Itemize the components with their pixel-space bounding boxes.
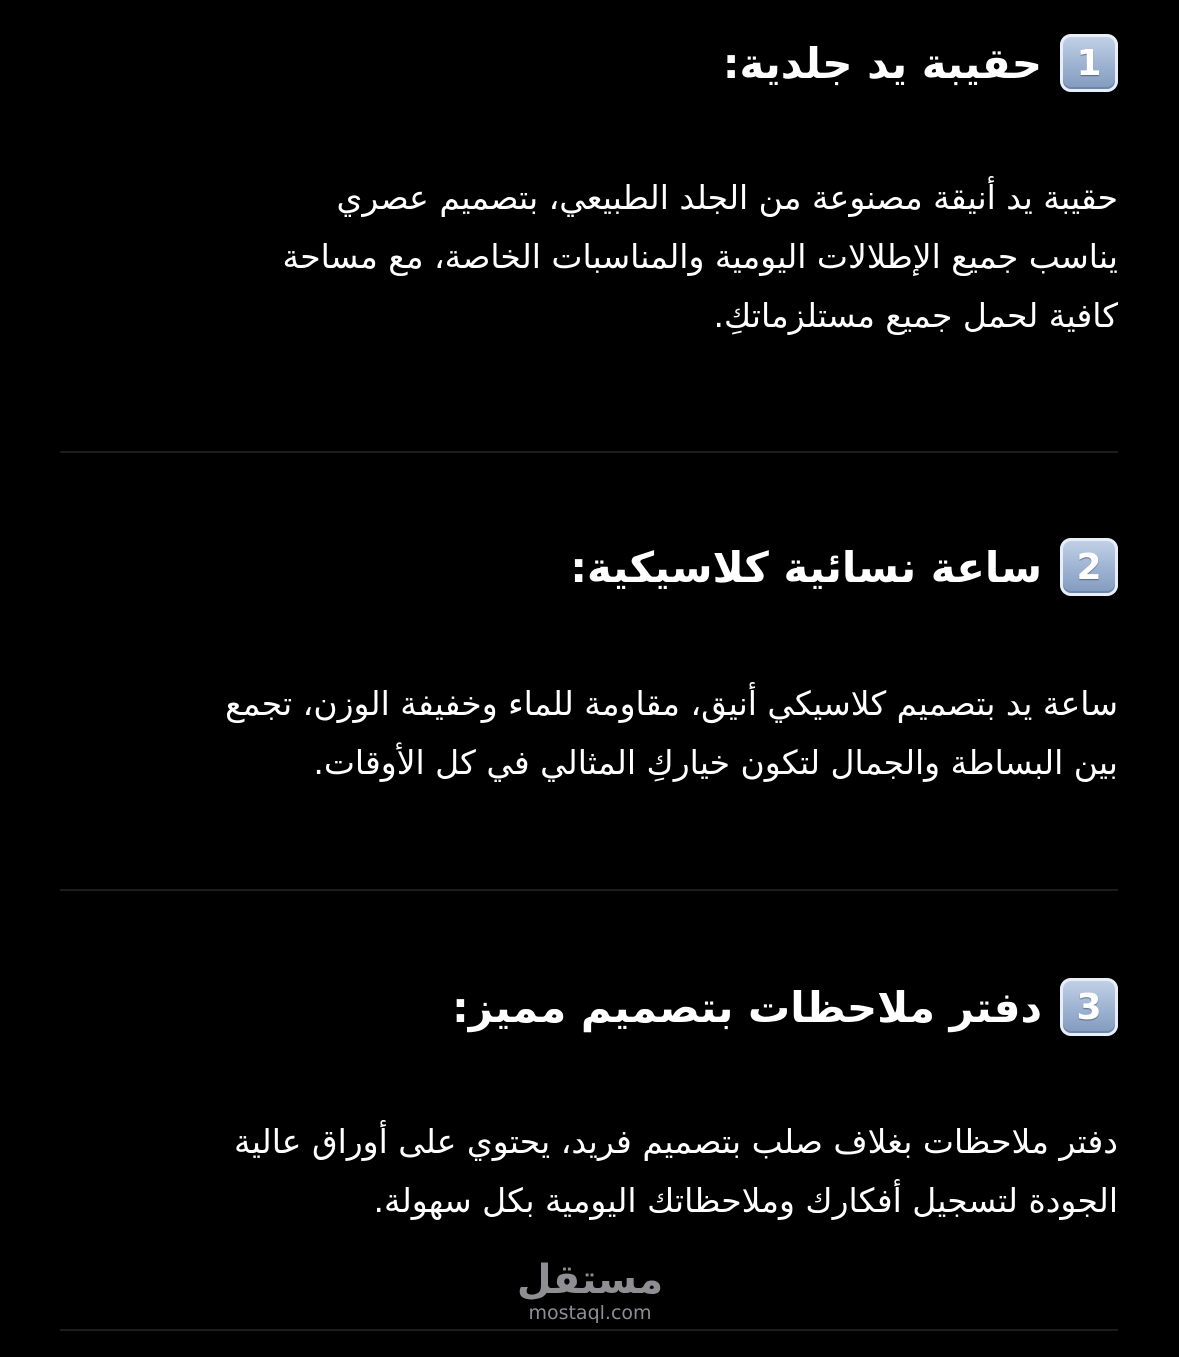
badge-number: 3 bbox=[1076, 986, 1102, 1028]
divider bbox=[60, 451, 1118, 453]
description-line: يناسب جميع الإطلالات اليومية والمناسبات الخاصة، مع مساحة bbox=[282, 237, 1118, 276]
keycap-number-icon bbox=[1060, 34, 1118, 92]
product-item-3 bbox=[60, 976, 1118, 1230]
product-item-1 bbox=[60, 32, 1118, 345]
badge-number: 1 bbox=[1076, 42, 1102, 84]
item-title: دفتر ملاحظات بتصميم مميز: bbox=[451, 982, 1042, 1032]
description-line: بين البساطة والجمال لتكون خياركِ المثالي في كل الأوقات. bbox=[313, 743, 1118, 782]
badge-number: 2 bbox=[1076, 546, 1102, 588]
watermark-latin: mostaql.com bbox=[528, 1302, 652, 1324]
item-heading bbox=[60, 536, 1118, 598]
mostaql-watermark-logo bbox=[500, 1258, 680, 1324]
divider bbox=[60, 889, 1118, 891]
item-heading bbox=[60, 32, 1118, 94]
product-item-2 bbox=[60, 536, 1118, 792]
item-description bbox=[60, 1112, 1118, 1230]
description-line: حقيبة يد أنيقة مصنوعة من الجلد الطبيعي، بتصميم عصري bbox=[336, 178, 1118, 217]
keycap-number-icon bbox=[1060, 538, 1118, 596]
description-line: الجودة لتسجيل أفكارك وملاحظاتك اليومية بكل سهولة. bbox=[373, 1181, 1118, 1220]
description-line: ساعة يد بتصميم كلاسيكي أنيق، مقاومة للماء وخفيفة الوزن، تجمع bbox=[225, 684, 1118, 723]
description-line: دفتر ملاحظات بغلاف صلب بتصميم فريد، يحتوي على أوراق عالية bbox=[234, 1122, 1118, 1161]
description-line: كافية لحمل جميع مستلزماتكِ. bbox=[713, 296, 1118, 335]
item-title: حقيبة يد جلدية: bbox=[722, 38, 1042, 88]
item-heading bbox=[60, 976, 1118, 1038]
keycap-number-icon bbox=[1060, 978, 1118, 1036]
item-description bbox=[60, 674, 1118, 792]
item-description bbox=[60, 168, 1118, 345]
divider bbox=[60, 1329, 1118, 1331]
item-title: ساعة نسائية كلاسيكية: bbox=[570, 542, 1042, 592]
watermark-arabic: مستقل bbox=[516, 1257, 664, 1303]
